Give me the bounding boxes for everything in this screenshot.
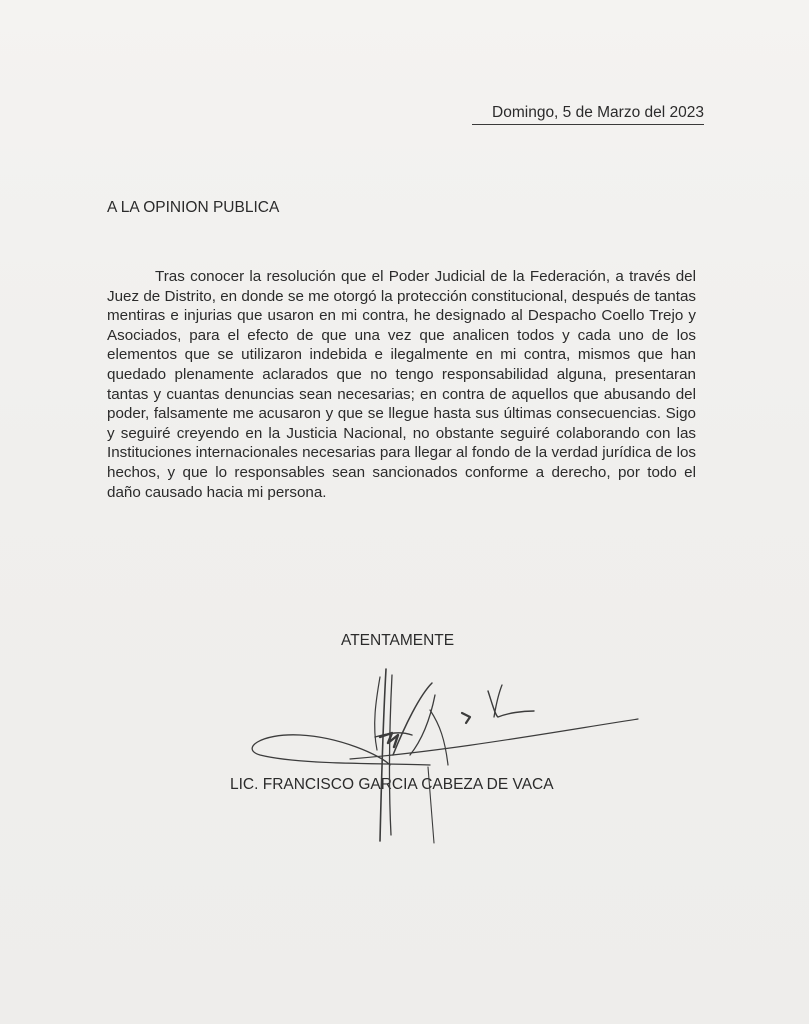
letter-recipient: A LA OPINION PUBLICA	[107, 199, 280, 216]
handwritten-signature	[230, 655, 650, 845]
signer-name: LIC. FRANCISCO GARCIA CABEZA DE VACA	[230, 776, 554, 793]
letter-closing: ATENTAMENTE	[341, 632, 455, 649]
letter-date: Domingo, 5 de Marzo del 2023	[472, 104, 704, 125]
letter-body: Tras conocer la resolución que el Poder Judicial de la Federación, a través del Juez de Distrito, en donde se me otorgó la protección constitucional, después de tantas mentiras e injurias que usaron en mi contra, he designado al Despacho Coello Trejo y Asociados, para el efecto de que una vez que analicen todos y cada uno de los elementos que se utilizaron indebida e ilegalmente en mi contra, mismos que han quedado plenamente aclarados que no tengo responsabilidad alguna, presentaran tantas y cuantas denuncias sean necesarias; en contra de aquellos que abusando del poder, falsamente me acusaron y que se llegue hasta sus últimas consecuencias. Sigo y seguiré creyendo en la Justicia Nacional, no obstante seguiré colaborando con las Instituciones internacionales necesarias para llegar al fondo de la verdad jurídica de los hechos, y que lo responsables sean sancionados conforme a derecho, por todo el daño causado hacia mi persona.	[107, 268, 696, 501]
